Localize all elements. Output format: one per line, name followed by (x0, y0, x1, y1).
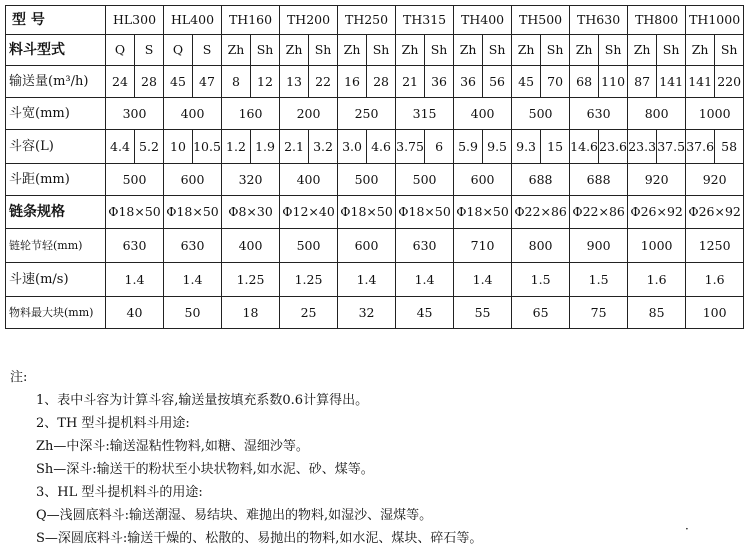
note-line: Q—浅圆底料斗:输送潮湿、易结块、难抛出的物料,如湿沙、湿煤等。 (36, 508, 433, 523)
bucket-width-row (6, 98, 744, 130)
table-cell: 14.6 (570, 130, 599, 164)
row-label: 物料最大块(mm) (6, 297, 106, 329)
table-cell: 13 (280, 66, 309, 98)
table-cell: 25 (280, 297, 338, 329)
table-cell: S (193, 35, 222, 66)
table-cell: 1.9 (251, 130, 280, 164)
table-cell: 45 (512, 66, 541, 98)
table-cell: 920 (686, 164, 744, 196)
table-cell: Sh (541, 35, 570, 66)
note-line: 1、表中斗容为计算斗容,输送量按填充系数0.6计算得出。 (36, 393, 369, 408)
table-cell: 400 (222, 229, 280, 263)
table-cell: Φ26×92 (686, 196, 744, 229)
table-cell: 500 (396, 164, 454, 196)
table-cell: 4.6 (367, 130, 396, 164)
table-cell: 68 (570, 66, 599, 98)
bucket-pitch-row (6, 164, 744, 196)
table-cell: 12 (251, 66, 280, 98)
table-cell: 10 (164, 130, 193, 164)
table-cell: Sh (483, 35, 512, 66)
table-cell: Zh (570, 35, 599, 66)
table-cell: Φ22×86 (570, 196, 628, 229)
table-cell: Φ18×50 (454, 196, 512, 229)
table-cell: 800 (628, 98, 686, 130)
table-cell: 45 (164, 66, 193, 98)
model-cell: TH160 (222, 6, 280, 35)
table-cell: 200 (280, 98, 338, 130)
bucket-volume-row (6, 130, 744, 164)
chain-spec-row (6, 196, 744, 229)
table-cell: 47 (193, 66, 222, 98)
table-cell: 1.5 (570, 263, 628, 297)
table-cell: 2.1 (280, 130, 309, 164)
table-cell: 315 (396, 98, 454, 130)
table-cell: 40 (106, 297, 164, 329)
table-cell: 400 (164, 98, 222, 130)
table-cell: 18 (222, 297, 280, 329)
row-label: 斗宽(mm) (6, 98, 106, 130)
table-cell: 1.5 (512, 263, 570, 297)
table-cell: 600 (164, 164, 222, 196)
header-row (6, 6, 744, 35)
table-cell: 1.2 (222, 130, 251, 164)
bucket-type-row (6, 35, 744, 66)
table-cell: 37.5 (657, 130, 686, 164)
row-label: 链条规格 (6, 196, 106, 229)
table-cell: 600 (454, 164, 512, 196)
table-cell: 58 (715, 130, 744, 164)
table-cell: 6 (425, 130, 454, 164)
table-cell: 8 (222, 66, 251, 98)
table-cell: Zh (338, 35, 367, 66)
table-cell: 32 (338, 297, 396, 329)
table-cell: 900 (570, 229, 628, 263)
table-cell: Sh (367, 35, 396, 66)
table-cell: 15 (541, 130, 570, 164)
table-cell: Φ18×50 (396, 196, 454, 229)
capacity-row (6, 66, 744, 98)
bucket-speed-row (6, 263, 744, 297)
table-cell: 1.25 (222, 263, 280, 297)
table-cell: Φ26×92 (628, 196, 686, 229)
table-cell: 630 (106, 229, 164, 263)
table-cell: Zh (454, 35, 483, 66)
table-cell: 23.6 (599, 130, 628, 164)
table-cell: 9.3 (512, 130, 541, 164)
table-cell: 500 (280, 229, 338, 263)
table-cell: 141 (686, 66, 715, 98)
table-cell: 22 (309, 66, 338, 98)
table-cell: Φ8×30 (222, 196, 280, 229)
table-cell: 9.5 (483, 130, 512, 164)
table-cell: 85 (628, 297, 686, 329)
table-cell: 688 (570, 164, 628, 196)
model-cell: TH315 (396, 6, 454, 35)
table-cell: 5.9 (454, 130, 483, 164)
model-cell: HL300 (106, 6, 164, 35)
row-label: 输送量(m³/h) (6, 66, 106, 98)
table-cell: 600 (338, 229, 396, 263)
table-cell: 630 (396, 229, 454, 263)
table-cell: Sh (715, 35, 744, 66)
row-label: 斗速(m/s) (6, 263, 106, 297)
row-label: 料斗型式 (6, 35, 106, 66)
model-cell: TH200 (280, 6, 338, 35)
table-cell: 45 (396, 297, 454, 329)
table-cell: 70 (541, 66, 570, 98)
model-cell: TH1000 (686, 6, 744, 35)
table-cell: 920 (628, 164, 686, 196)
table-cell: 1.6 (628, 263, 686, 297)
table-cell: Q (164, 35, 193, 66)
table-cell: Φ12×40 (280, 196, 338, 229)
table-cell: Sh (309, 35, 338, 66)
table-cell: 400 (454, 98, 512, 130)
table-cell: 630 (570, 98, 628, 130)
table-cell: Zh (628, 35, 657, 66)
table-cell: Sh (657, 35, 686, 66)
table-cell: Φ18×50 (106, 196, 164, 229)
note-line: Zh—中深斗:输送湿粘性物料,如糖、湿细沙等。 (36, 439, 309, 454)
table-cell: 320 (222, 164, 280, 196)
table-cell: 24 (106, 66, 135, 98)
table-cell: Φ22×86 (512, 196, 570, 229)
table-cell: 55 (454, 297, 512, 329)
table-cell: Φ18×50 (338, 196, 396, 229)
model-cell: TH630 (570, 6, 628, 35)
table-cell: 710 (454, 229, 512, 263)
table-cell: Zh (280, 35, 309, 66)
table-cell: 250 (338, 98, 396, 130)
table-cell: Zh (396, 35, 425, 66)
spec-table (5, 5, 744, 329)
table-cell: 110 (599, 66, 628, 98)
table-cell: 36 (425, 66, 454, 98)
table-cell: 4.4 (106, 130, 135, 164)
table-cell: 56 (483, 66, 512, 98)
table-cell: 3.2 (309, 130, 338, 164)
table-cell: Sh (425, 35, 454, 66)
table-cell: 50 (164, 297, 222, 329)
table-cell: 3.0 (338, 130, 367, 164)
table-cell: 100 (686, 297, 744, 329)
table-cell: Zh (512, 35, 541, 66)
note-line: S—深圆底料斗:输送干燥的、松散的、易抛出的物料,如水泥、煤块、碎石等。 (36, 531, 483, 546)
table-cell: 75 (570, 297, 628, 329)
table-cell: 28 (367, 66, 396, 98)
notes-heading: 注: (10, 370, 28, 385)
table-cell: 1000 (628, 229, 686, 263)
table-cell: 300 (106, 98, 164, 130)
table-cell: 87 (628, 66, 657, 98)
table-cell: 37.6 (686, 130, 715, 164)
sprocket-diameter-row (6, 229, 744, 263)
model-label: 型 号 (6, 6, 106, 35)
table-cell: 1000 (686, 98, 744, 130)
row-label: 斗容(L) (6, 130, 106, 164)
model-cell: HL400 (164, 6, 222, 35)
model-cell: TH500 (512, 6, 570, 35)
table-cell: 800 (512, 229, 570, 263)
table-cell: 160 (222, 98, 280, 130)
table-cell: Zh (686, 35, 715, 66)
table-cell: 5.2 (135, 130, 164, 164)
table-cell: 1.4 (338, 263, 396, 297)
row-label: 斗距(mm) (6, 164, 106, 196)
notes-section (10, 366, 482, 550)
note-line: 3、HL 型斗提机料斗的用途: (36, 485, 203, 500)
table-cell: 65 (512, 297, 570, 329)
table-cell: 21 (396, 66, 425, 98)
note-line: 2、TH 型斗提机料斗用途: (36, 416, 190, 431)
table-cell: Zh (222, 35, 251, 66)
table-cell: 1.4 (106, 263, 164, 297)
table-cell: 28 (135, 66, 164, 98)
table-cell: Φ18×50 (164, 196, 222, 229)
table-cell: Q (106, 35, 135, 66)
table-cell: 36 (454, 66, 483, 98)
table-cell: 630 (164, 229, 222, 263)
table-cell: 1.4 (164, 263, 222, 297)
model-cell: TH250 (338, 6, 396, 35)
table-cell: Sh (251, 35, 280, 66)
note-line: Sh—深斗:输送干的粉状至小块状物料,如水泥、砂、煤等。 (36, 462, 374, 477)
table-cell: 141 (657, 66, 686, 98)
table-cell: 10.5 (193, 130, 222, 164)
table-cell: 3.75 (396, 130, 425, 164)
table-cell: 688 (512, 164, 570, 196)
table-cell: 1.4 (396, 263, 454, 297)
table-cell: 16 (338, 66, 367, 98)
table-cell: Sh (599, 35, 628, 66)
table-cell: 500 (106, 164, 164, 196)
table-cell: 1.4 (454, 263, 512, 297)
stray-mark: · (685, 522, 689, 536)
row-label: 链轮节轻(mm) (6, 229, 106, 263)
table-cell: 23.3 (628, 130, 657, 164)
model-cell: TH800 (628, 6, 686, 35)
model-cell: TH400 (454, 6, 512, 35)
table-cell: S (135, 35, 164, 66)
table-cell: 220 (715, 66, 744, 98)
table-cell: 1250 (686, 229, 744, 263)
table-cell: 500 (338, 164, 396, 196)
table-cell: 1.25 (280, 263, 338, 297)
table-cell: 400 (280, 164, 338, 196)
table-cell: 1.6 (686, 263, 744, 297)
table-cell: 500 (512, 98, 570, 130)
max-lump-row (6, 297, 744, 329)
